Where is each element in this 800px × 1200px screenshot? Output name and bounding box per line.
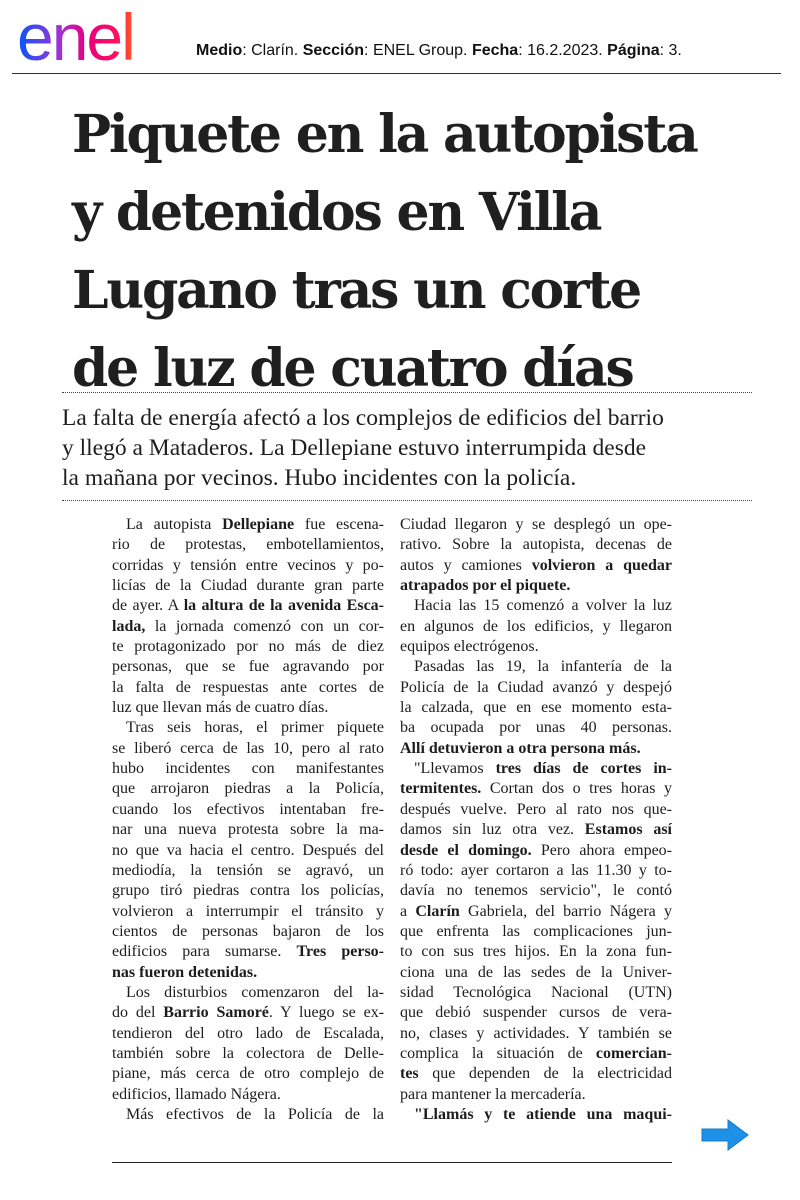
headline-line: y detenidos en Villa [72,182,601,243]
article-column-right [400,515,672,1125]
article-line: sidad Tecnológica Nacional (UTN) [400,983,672,1001]
article-line: edificios para sumarse. Tres perso- [112,943,384,961]
article-line: desde el domingo. Pero ahora empeo- [400,841,672,859]
article-line: no que va hacia el centro. Después del [112,841,384,859]
article-line: mediodía, la tensión se agravó, un [112,861,384,879]
article-line: Policía de la Ciudad avanzó y despejó [400,678,672,696]
article-line: cientos de personas bajaron de los [112,922,384,940]
article-line: equipos electrógenos. [400,638,539,656]
article-line: tendieron del otro lado de Escalada, [112,1024,384,1042]
deck-subtitle [62,403,762,493]
seccion-label: Sección [302,42,365,59]
article-line: Los disturbios comenzaron del la- [126,983,384,1001]
article-line: luz que llevan más de cuatro días. [112,699,329,717]
article-line: de ayer. A la altura de la avenida Esca- [112,597,384,615]
deck-line: y llegó a Mataderos. La Dellepiane estuvo interrumpida desde [62,435,647,461]
headline-line: Piquete en la autopista [72,104,697,165]
article-line: Pasadas las 19, la infantería de la [414,658,672,676]
enel-logo [17,8,182,68]
article-line: damos sin luz otra vez. Estamos así [400,821,672,839]
article-line: rativo. Sobre la autopista, decenas de [400,536,672,554]
headline-line: de luz de cuatro días [72,338,633,399]
deck-line: La falta de energía afectó a los complejos de edificios del barrio [62,405,664,431]
article-line: lada, la jornada comenzó con un cor- [112,617,384,635]
article-line: que debió suspender cursos de vera- [400,1004,672,1022]
article-line: ciona una de las sedes de la Univer- [400,963,672,981]
article-line: "Llamás y te atiende una maqui- [414,1105,672,1123]
article-line: termitentes. Cortan dos o tres horas y [400,780,672,798]
article-line: licías de la Ciudad durante gran parte [112,577,384,595]
article-line: hubo incidentes con manifestantes [112,760,384,778]
seccion-value: : ENEL Group. [364,42,472,59]
article-line: la calzada, que en ese momento esta- [400,699,672,717]
article-line: no, clases y actividades. Y también se [400,1024,672,1042]
article-line: ba ocupada por unas 40 personas. [400,719,672,737]
dotted-divider-top [62,392,752,393]
right-arrow-icon[interactable] [700,1117,750,1153]
article-line: para mantener la mercadería. [400,1085,586,1103]
logo-text: enel [17,8,134,68]
pagina-label: Página [607,42,660,59]
article-line: en algunos de los edificios, y llegaron [400,617,672,635]
article-line: después vuelve. Pero al rato nos que- [400,800,672,818]
article-line: rio de protestas, embotellamientos, [112,536,384,554]
article-line: nar una nueva protesta sobre la ma- [112,821,384,839]
medio-value: : Clarín. [242,42,303,59]
footer-rule [112,1162,672,1163]
article-column-left [112,515,384,1125]
article-line: La autopista Dellepiane fue escena- [126,516,384,533]
article-line: volvieron a interrumpir el tránsito y [112,902,384,920]
article-line: Tras seis horas, el primer piquete [126,719,384,737]
article-line: personas, que se fue agravando por [112,658,384,676]
fecha-label: Fecha [471,42,519,59]
header-rule [12,73,781,74]
document-meta [196,42,682,60]
article-line: cuando los efectivos intentaban fre- [112,800,384,818]
article-line: te protagonizado por no más de diez [112,638,384,656]
article-line: to con sus tres hijos. En la zona fun- [400,943,672,961]
pagina-value: : 3. [659,42,682,59]
article-line: nas fueron detenidas. [112,963,258,981]
article-line: también sobre la colectora de Delle- [112,1044,384,1062]
article-line: grupo tiró piedras contra los policías, [112,882,384,900]
article-line: "Llevamos tres días de cortes in- [414,760,673,778]
article-line: Allí detuvieron a otra persona más. [400,739,641,757]
dotted-divider-bottom [62,500,752,501]
article-line: corridas y tensión entre vecinos y po- [112,556,384,574]
article-line: Ciudad llegaron y se desplegó un ope- [400,516,672,533]
article-line: Más efectivos de la Policía de la [126,1105,384,1123]
fecha-value: : 16.2.2023. [518,42,608,59]
article-line: complica la situación de comercian- [400,1044,672,1062]
article-line: autos y camiones volvieron a quedar [400,556,672,574]
article-line: que arrojaron piedras a la Policía, [112,780,384,798]
article-line: que enfrenta las complicaciones jun- [400,922,672,940]
headline-line: Lugano tras un corte [72,260,641,321]
article-line: do del Barrio Samoré. Y luego se ex- [112,1004,385,1022]
headline [72,96,762,408]
article-line: edificios, llamado Nágera. [112,1085,281,1103]
article-line: atrapados por el piquete. [400,577,571,595]
article-line: la falta de respuestas ante cortes de [112,678,384,696]
article-line: tes que dependen de la electricidad [400,1065,672,1083]
article-line: ró todo: ayer cortaron a las 11.30 y to- [400,861,672,879]
article-line: Hacia las 15 comenzó a volver la luz [414,597,672,615]
medio-label: Medio [196,42,243,59]
article-line: a Clarín Gabriela, del barrio Nágera y [400,902,672,920]
article-line: piane, más cerca de otro complejo de [112,1065,384,1083]
deck-line: la mañana por vecinos. Hubo incidentes con la policía. [62,465,577,491]
article-line: davía no tenemos servicio", le contó [400,882,672,900]
article-line: se liberó cerca de las 10, pero al rato [112,739,384,757]
